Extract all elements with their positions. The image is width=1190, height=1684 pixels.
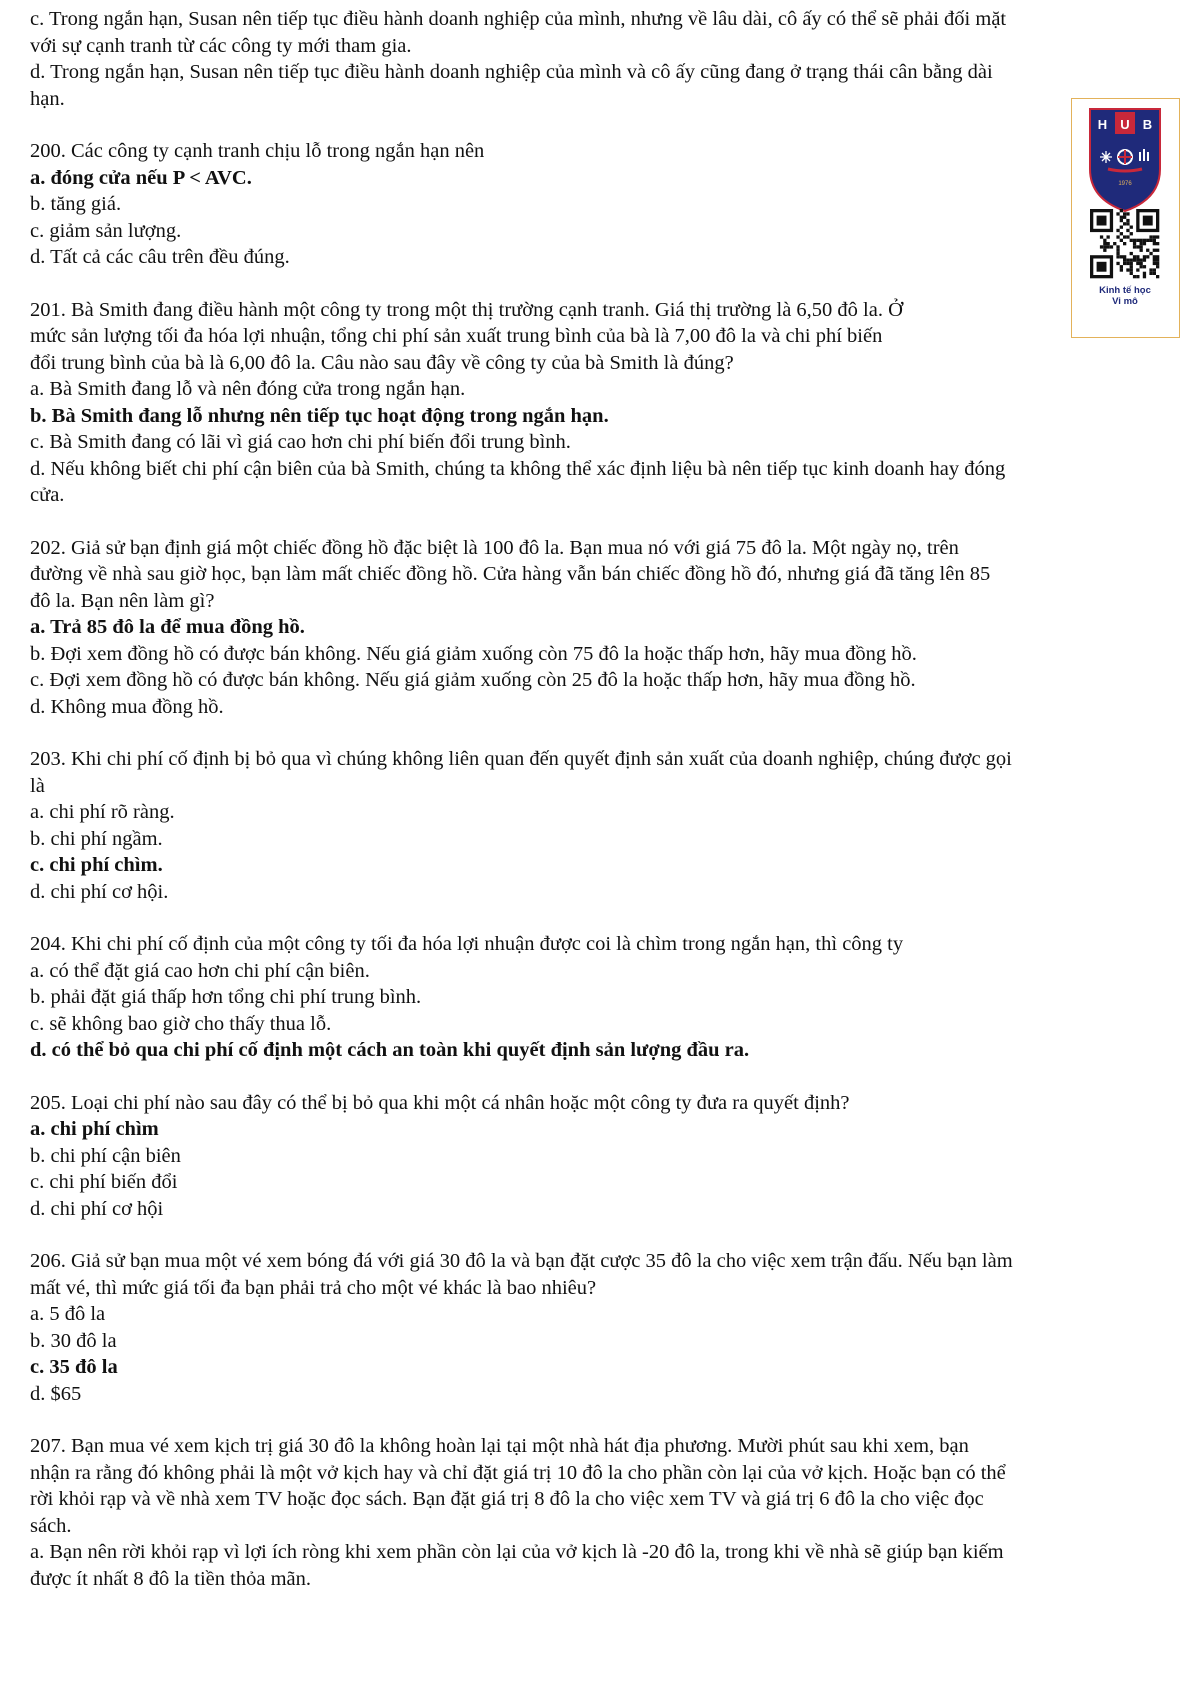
badge-year: 1976 — [1118, 181, 1132, 187]
text-line: c. sẽ không bao giờ cho thấy thua lỗ. — [30, 1012, 332, 1035]
paragraph-gap — [30, 1407, 1185, 1433]
text-line: 202. Giả sử bạn định giá một chiếc đồng hồ đặc biệt là 100 đô la. Bạn mua nó với giá 75 đô la. Một ngày nọ, trên — [30, 536, 959, 559]
text-line: 204. Khi chi phí cố định của một công ty tối đa hóa lợi nhuận được coi là chìm trong ngắn hạn, thì công ty — [30, 933, 904, 955]
answer-line-correct: d. có thể bỏ qua chi phí cố định một cách an toàn khi quyết định sản lượng đầu ra. — [30, 1039, 750, 1061]
text-line: b. Đợi xem đồng hồ có được bán không. Nếu giá giảm xuống còn 75 đô la hoặc thấp hơn, hãy mua đồng hồ. — [30, 642, 917, 665]
text-line: 207. Bạn mua vé xem kịch trị giá 30 đô la không hoàn lại tại một nhà hát địa phương. Mười phút sau khi xem, bạn — [30, 1435, 969, 1457]
text-line: cửa. — [30, 484, 65, 506]
text-line: c. Trong ngắn hạn, Susan nên tiếp tục điều hành doanh nghiệp của mình, nhưng về lâu dài, cô ấy có thể sẽ phải đối mặt — [30, 8, 1007, 30]
badge-letter-h: H — [1097, 117, 1108, 132]
text-line: 203. Khi chi phí cố định bị bỏ qua vì chúng không liên quan đến quyết định sản xuất của doanh nghiệp, chúng được gọi — [30, 748, 1012, 770]
hub-course-badge — [1071, 98, 1180, 338]
text-line: d. Nếu không biết chi phí cận biên của bà Smith, chúng ta không thể xác định liệu bà nên tiếp tục kinh doanh hay đóng — [30, 457, 1006, 480]
text-line: a. có thể đặt giá cao hơn chi phí cận biên. — [30, 959, 370, 982]
text-line: đổi trung bình của bà là 6,00 đô la. Câu nào sau đây về công ty của bà Smith là đúng? — [30, 351, 734, 374]
paragraph-gap — [30, 1064, 1185, 1090]
text-line: a. chi phí rõ ràng. — [30, 801, 175, 823]
text-line: 206. Giả sử bạn mua một vé xem bóng đá với giá 30 đô la và bạn đặt cược 35 đô la cho việc xem trận đấu. Nếu bạn làm — [30, 1250, 1013, 1272]
paragraph-gap — [30, 720, 1185, 746]
text-line: mức sản lượng tối đa hóa lợi nhuận, tổng chi phí sản xuất trung bình của bà là 7,00 đô la và chi phí biến — [30, 325, 883, 347]
text-line: b. chi phí cận biên — [30, 1144, 181, 1167]
text-line: d. Tất cả các câu trên đều đúng. — [30, 246, 290, 268]
text-line: 200. Các công ty cạnh tranh chịu lỗ trong ngắn hạn nên — [30, 140, 485, 162]
answer-line-correct: c. chi phí chìm. — [30, 854, 163, 876]
text-line: đô la. Bạn nên làm gì? — [30, 589, 215, 612]
text-line: với sự cạnh tranh từ các công ty mới tham gia. — [30, 34, 412, 57]
text-line: mất vé, thì mức giá tối đa bạn phải trả cho một vé khác là bao nhiêu? — [30, 1276, 597, 1299]
text-line: d. Không mua đồng hồ. — [30, 695, 224, 718]
text-line: b. phải đặt giá thấp hơn tổng chi phí trung bình. — [30, 986, 422, 1008]
text-line: b. chi phí ngầm. — [30, 827, 163, 850]
text-line: c. Bà Smith đang có lãi vì giá cao hơn chi phí biến đổi trung bình. — [30, 431, 571, 453]
paragraph-gap — [30, 509, 1185, 535]
text-line: a. 5 đô la — [30, 1303, 106, 1325]
answer-line-correct: b. Bà Smith đang lỗ nhưng nên tiếp tục hoạt động trong ngắn hạn. — [30, 404, 609, 427]
text-line: d. Trong ngắn hạn, Susan nên tiếp tục điều hành doanh nghiệp của mình và cô ấy cũng đang ở trạng thái cân bằng dài — [30, 61, 993, 83]
answer-line-correct: c. 35 đô la — [30, 1356, 118, 1378]
text-line: hạn. — [30, 87, 65, 110]
badge-letter-b: B — [1142, 117, 1153, 132]
text-line: được ít nhất 8 đô la tiền thỏa mãn. — [30, 1567, 311, 1590]
hub-shield-logo — [1072, 99, 1178, 299]
text-line: sách. — [30, 1514, 72, 1537]
text-line: b. tăng giá. — [30, 193, 122, 215]
qr-code — [1090, 209, 1159, 278]
text-line: a. Bạn nên rời khỏi rạp vì lợi ích ròng khi xem phần còn lại của vở kịch là -20 đô la, trong khi về nhà sẽ giúp bạn kiếm — [30, 1541, 1004, 1563]
badge-caption-line1: Kinh tế học — [1099, 285, 1151, 296]
text-line: c. Đợi xem đồng hồ có được bán không. Nếu giá giảm xuống còn 25 đô la hoặc thấp hơn, hãy mua đồng hồ. — [30, 669, 916, 691]
text-line: a. Bà Smith đang lỗ và nên đóng cửa trong ngắn hạn. — [30, 378, 466, 400]
badge-caption-line2: Vi mô — [1112, 296, 1138, 307]
badge-letter-u: U — [1120, 117, 1130, 132]
text-line: 201. Bà Smith đang điều hành một công ty trong một thị trường cạnh tranh. Giá thị trường là 6,50 đô la. Ở — [30, 298, 903, 321]
text-line: đường về nhà sau giờ học, bạn làm mất chiếc đồng hồ. Cửa hàng vẫn bán chiếc đồng hồ đó, nhưng giá đã tăng lên 85 — [30, 563, 991, 585]
text-line: d. $65 — [30, 1382, 82, 1405]
document-body — [30, 6, 1185, 1592]
answer-line-correct: a. chi phí chìm — [30, 1118, 159, 1140]
answer-line-correct: a. Trả 85 đô la để mua đồng hồ. — [30, 616, 305, 638]
text-line: c. chi phí biến đổi — [30, 1171, 178, 1193]
answer-line-correct: a. đóng cửa nếu P < AVC. — [30, 166, 252, 189]
paragraph-gap — [30, 271, 1185, 297]
text-line: nhận ra rằng đó không phải là một vở kịch hay và chỉ đặt giá trị 10 đô la cho phần còn lại của vở kịch. Hoặc bạn có thể — [30, 1461, 1006, 1484]
text-line: là — [30, 774, 45, 797]
text-line: b. 30 đô la — [30, 1329, 117, 1352]
text-line: c. giảm sản lượng. — [30, 219, 182, 242]
paragraph-gap — [30, 112, 1185, 138]
text-line: d. chi phí cơ hội — [30, 1197, 164, 1220]
paragraph-gap — [30, 1222, 1185, 1248]
text-line: rời khỏi rạp và về nhà xem TV hoặc đọc sách. Bạn đặt giá trị 8 đô la cho việc xem TV và giá trị 6 đô la cho việc đọc — [30, 1488, 984, 1510]
paragraph-gap — [30, 905, 1185, 931]
text-line: 205. Loại chi phí nào sau đây có thể bị bỏ qua khi một cá nhân hoặc một công ty đưa ra quyết định? — [30, 1091, 850, 1114]
text-line: d. chi phí cơ hội. — [30, 880, 169, 903]
